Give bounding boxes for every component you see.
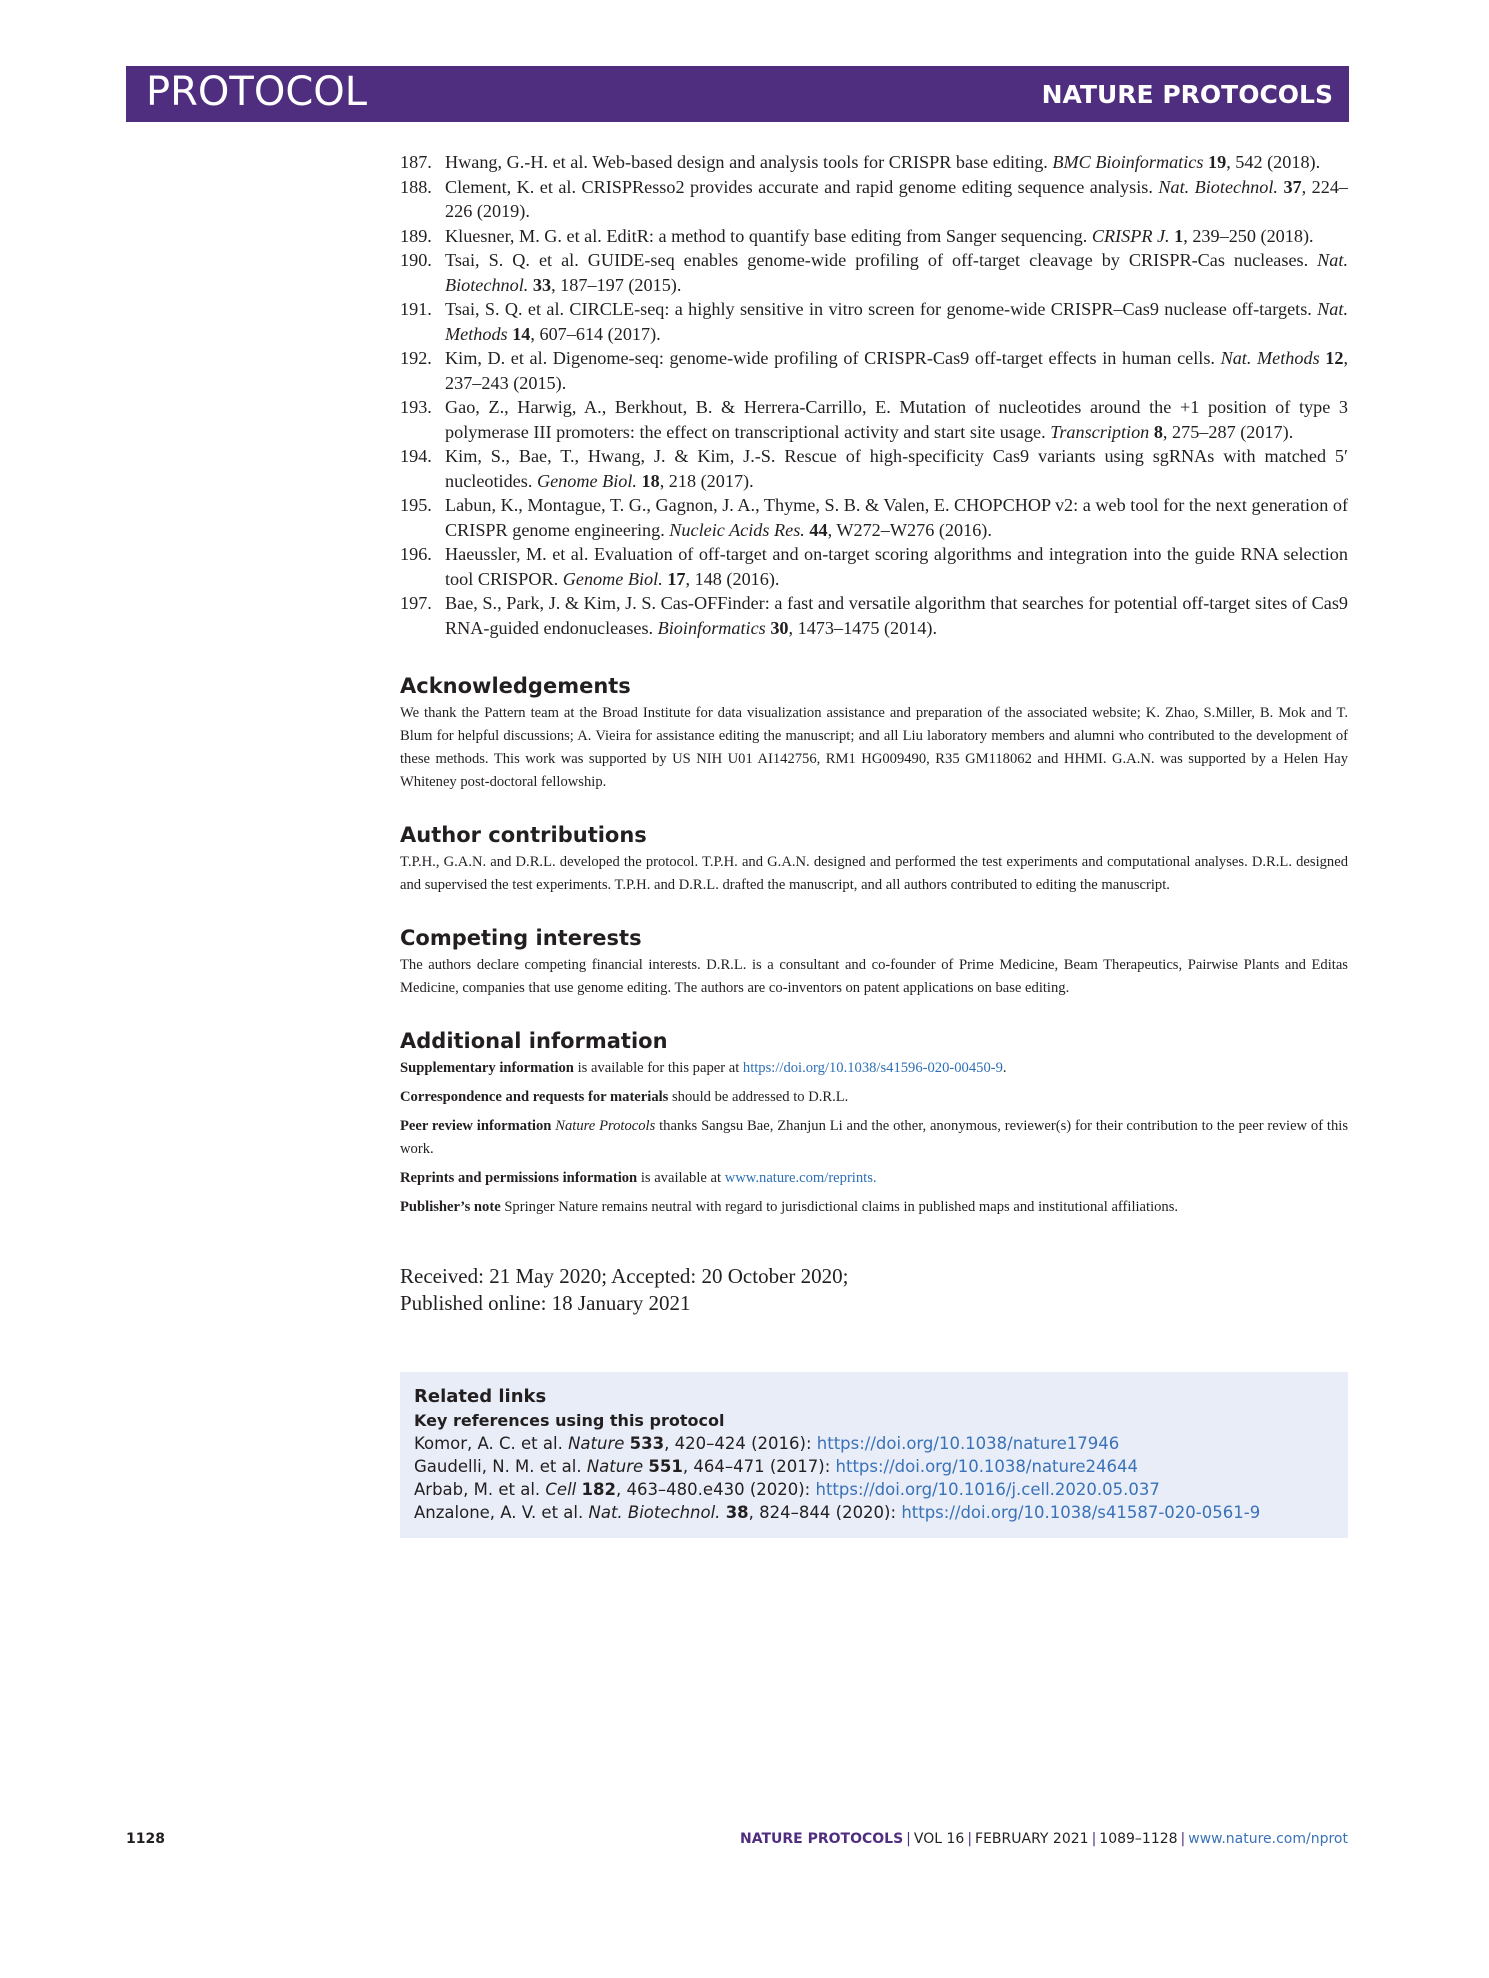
reference-pages: , 218 (2017). xyxy=(659,470,754,491)
related-link-item xyxy=(414,1501,1334,1524)
author-contributions-title: Author contributions xyxy=(400,823,647,847)
footer-date: FEBRUARY 2021 xyxy=(975,1831,1089,1847)
correspondence-info xyxy=(400,1086,1348,1109)
competing-interests-title: Competing interests xyxy=(400,926,642,950)
footer-sep: | xyxy=(906,1831,911,1847)
related-links-list xyxy=(414,1432,1334,1524)
reference-text: Kluesner, M. G. et al. EditR: a method to quantify base editing from Sanger sequencing. xyxy=(445,225,1092,246)
reference-item xyxy=(400,224,1348,249)
corr-label: Correspondence and requests for materials xyxy=(400,1089,669,1105)
related-pages: , 824–844 (2020): xyxy=(748,1503,902,1522)
related-volume: 38 xyxy=(725,1503,749,1522)
reference-journal: Transcription xyxy=(1050,421,1150,442)
supplementary-info xyxy=(400,1057,1348,1080)
reference-item xyxy=(400,346,1348,395)
reference-text: Tsai, S. Q. et al. CIRCLE-seq: a highly sensitive in vitro screen for genome-wide CRISPR–Cas9 nuclease off-targets. xyxy=(445,299,1318,319)
reference-number: 193. xyxy=(400,397,432,417)
footer-url-link[interactable]: www.nature.com/nprot xyxy=(1188,1831,1348,1847)
corr-text: should be addressed to D.R.L. xyxy=(668,1089,849,1105)
supp-label: Supplementary information xyxy=(400,1060,574,1076)
reference-item xyxy=(400,175,1348,224)
reference-journal: Nat. Methods xyxy=(1220,348,1320,368)
received-accepted-date: Received: 21 May 2020; Accepted: 20 October 2020; xyxy=(400,1264,849,1288)
reference-item xyxy=(400,248,1348,297)
section-label: PROTOCOL xyxy=(146,69,368,115)
reference-text: Bae, S., Park, J. & Kim, J. S. Cas-OFFinder: a fast and versatile algorithm that searches for potential off-target sites of Cas9 RNA-guided endonucleases. xyxy=(445,593,1348,638)
reference-item xyxy=(400,150,1348,175)
reference-number: 190. xyxy=(400,250,432,270)
related-authors: Anzalone, A. V. et al. xyxy=(414,1503,589,1522)
related-link-item xyxy=(414,1478,1334,1501)
reference-text: Kim, D. et al. Digenome-seq: genome-wide profiling of CRISPR-Cas9 off-target effects in human cells. xyxy=(445,348,1221,368)
reference-volume: 44 xyxy=(809,519,828,540)
competing-interests-section xyxy=(400,924,1348,1000)
reference-item xyxy=(400,395,1348,444)
footer-pages: 1089–1128 xyxy=(1099,1831,1178,1847)
reference-pages: , 1473–1475 (2014). xyxy=(788,617,938,638)
supp-text: is available for this paper at xyxy=(573,1060,743,1076)
reference-item xyxy=(400,297,1348,346)
reference-pages: , 224–226 (2019). xyxy=(445,176,1349,221)
reference-volume: 30 xyxy=(770,617,789,638)
reference-text: Clement, K. et al. CRISPResso2 provides accurate and rapid genome editing sequence analysis. xyxy=(445,176,1159,197)
acknowledgements-title: Acknowledgements xyxy=(400,674,631,698)
related-pages: , 463–480.e430 (2020): xyxy=(615,1480,816,1499)
reference-volume: 33 xyxy=(532,274,552,295)
related-links-box xyxy=(400,1372,1348,1538)
reference-volume: 12 xyxy=(1325,348,1344,368)
reference-volume: 18 xyxy=(641,470,660,491)
pub-label: Publisher’s note xyxy=(400,1199,501,1215)
reference-journal: BMC Bioinformatics xyxy=(1052,152,1204,172)
peer-text: thanks Sangsu Bae, Zhanjun Li and the other, anonymous, reviewer(s) for their contribution to the peer review of this work. xyxy=(400,1118,1348,1157)
reference-journal: Genome Biol. xyxy=(562,568,663,589)
main-content xyxy=(400,150,1348,1538)
reference-volume: 17 xyxy=(667,568,686,589)
reference-volume: 37 xyxy=(1283,176,1302,197)
reference-text: Kim, S., Bae, T., Hwang, J. & Kim, J.-S. Rescue of high-specificity Cas9 variants using sgRNAs with matched 5′ nucleotides. xyxy=(445,446,1348,491)
related-authors: Arbab, M. et al. xyxy=(414,1480,546,1499)
journal-label: NATURE PROTOCOLS xyxy=(1041,80,1333,109)
footer-sep: | xyxy=(1091,1831,1097,1847)
author-contributions-body: T.P.H., G.A.N. and D.R.L. developed the protocol. T.P.H. and G.A.N. designed and performed the test experiments and computational analyses. D.R.L. designed and supervised the test experiments. T.P.H. and D.R.L. drafted the manuscript, and all authors contributed to editing the manuscript. xyxy=(400,854,1348,893)
reference-journal: Nat. Biotechnol. xyxy=(1158,176,1278,197)
competing-interests-body: The authors declare competing financial interests. D.R.L. is a consultant and co-founder of Prime Medicine, Beam Therapeutics, Pairwise Plants and Editas Medicine, companies that use genome editing. The authors are co-inventors on patent applications on base editing. xyxy=(400,957,1348,996)
reference-number: 189. xyxy=(400,225,432,246)
reference-number: 194. xyxy=(400,446,432,466)
related-link-item xyxy=(414,1432,1334,1455)
reference-text: Labun, K., Montague, T. G., Gagnon, J. A., Thyme, S. B. & Valen, E. CHOPCHOP v2: a web tool for the next generation of CRISPR genome engineering. xyxy=(445,495,1348,540)
reference-volume: 14 xyxy=(512,323,531,344)
supplementary-link[interactable]: https://doi.org/10.1038/s41596-020-00450-9 xyxy=(742,1060,1003,1076)
reference-item xyxy=(400,542,1348,591)
reference-text: Haeussler, M. et al. Evaluation of off-target and on-target scoring algorithms and integration into the guide RNA selection tool CRISPOR. xyxy=(445,544,1348,589)
reference-item xyxy=(400,493,1348,542)
reference-item xyxy=(400,591,1348,640)
publication-dates xyxy=(400,1263,1348,1317)
publishers-note xyxy=(400,1196,1348,1219)
acknowledgements-body: We thank the Pattern team at the Broad Institute for data visualization assistance and preparation of the associated website; K. Zhao, S.Miller, B. Mok and T. Blum for helpful discussions; A. Vieira for assistance editing the manuscript; and all Liu laboratory members and alumni who contributed to the development of these methods. This work was supported by US NIH U01 AI142756, RM1 HG009490, R35 GM118062 and HHMI. G.A.N. was supported by a Helen Hay Whiteney post-doctoral fellowship. xyxy=(400,705,1348,790)
reference-number: 191. xyxy=(400,299,432,319)
reference-pages: , 187–197 (2015). xyxy=(551,274,682,295)
related-pages: , 464–471 (2017): xyxy=(682,1457,836,1476)
reference-pages: , 148 (2016). xyxy=(685,568,780,589)
reference-volume: 19 xyxy=(1208,152,1227,172)
reference-pages: , W272–W276 (2016). xyxy=(827,519,992,540)
reference-journal: Nat. Methods xyxy=(445,299,1348,344)
footer-sep: | xyxy=(1180,1831,1186,1847)
related-doi-link[interactable]: https://doi.org/10.1016/j.cell.2020.05.037 xyxy=(815,1480,1160,1499)
related-link-item xyxy=(414,1455,1334,1478)
related-journal: Nat. Biotechnol. xyxy=(588,1503,721,1522)
footer-journal: NATURE PROTOCOLS xyxy=(739,1831,904,1847)
reference-number: 196. xyxy=(400,544,432,564)
related-doi-link[interactable]: https://doi.org/10.1038/s41587-020-0561-9 xyxy=(901,1503,1261,1522)
related-doi-link[interactable]: https://doi.org/10.1038/nature24644 xyxy=(835,1457,1139,1476)
related-authors: Komor, A. C. et al. xyxy=(414,1434,569,1453)
reference-pages: , 607–614 (2017). xyxy=(530,323,661,344)
reference-number: 187. xyxy=(400,152,432,172)
published-online-date: Published online: 18 January 2021 xyxy=(400,1291,691,1315)
footer-sep: | xyxy=(967,1831,973,1847)
peer-journal: Nature Protocols xyxy=(555,1118,656,1134)
reference-journal: Bioinformatics xyxy=(657,617,766,638)
reprints-link[interactable]: www.nature.com/reprints. xyxy=(724,1170,877,1186)
reference-text: Tsai, S. Q. et al. GUIDE-seq enables genome-wide profiling of off-target cleavage by CRISPR-Cas nucleases. xyxy=(445,250,1318,270)
reference-pages: , 275–287 (2017). xyxy=(1162,421,1294,442)
reference-number: 192. xyxy=(400,348,432,368)
reprints-label: Reprints and permissions information xyxy=(400,1170,638,1186)
reprints-info xyxy=(400,1167,1348,1190)
additional-information-section xyxy=(400,1027,1348,1219)
reference-volume: 8 xyxy=(1153,421,1163,442)
acknowledgements-section xyxy=(400,672,1348,794)
reference-journal: Nucleic Acids Res. xyxy=(669,519,805,540)
related-links-title: Related links xyxy=(414,1386,547,1407)
page-number: 1128 xyxy=(126,1831,165,1847)
reference-journal: CRISPR J. xyxy=(1091,225,1170,246)
reference-volume: 1 xyxy=(1174,225,1184,246)
footer-vol: VOL 16 xyxy=(913,1831,965,1847)
reprints-text: is available at xyxy=(637,1170,725,1186)
reference-number: 188. xyxy=(400,176,432,197)
peer-label: Peer review information xyxy=(400,1118,552,1134)
related-volume: 551 xyxy=(648,1457,683,1476)
related-pages: , 420–424 (2016): xyxy=(664,1434,817,1453)
supp-end: . xyxy=(1002,1060,1007,1076)
reference-number: 197. xyxy=(400,593,432,613)
pub-text: Springer Nature remains neutral with regard to jurisdictional claims in published maps and institutional affiliations. xyxy=(500,1199,1179,1215)
reference-item xyxy=(400,444,1348,493)
related-links-subtitle: Key references using this protocol xyxy=(414,1411,725,1430)
reference-journal: Nat. Biotechnol. xyxy=(445,250,1348,295)
header-banner xyxy=(126,66,1349,122)
reference-text: Hwang, G.-H. et al. Web-based design and analysis tools for CRISPR base editing. xyxy=(445,152,1053,172)
reference-pages: , 239–250 (2018). xyxy=(1183,225,1314,246)
reference-pages: , 542 (2018). xyxy=(1226,152,1321,172)
related-journal: Cell xyxy=(545,1480,577,1499)
author-contributions-section xyxy=(400,821,1348,897)
reference-pages: , 237–243 (2015). xyxy=(445,348,1349,393)
related-doi-link[interactable]: https://doi.org/10.1038/nature17946 xyxy=(816,1434,1120,1453)
reference-list xyxy=(400,150,1348,640)
additional-information-title: Additional information xyxy=(400,1029,668,1053)
footer-citation xyxy=(740,1831,1348,1847)
related-authors: Gaudelli, N. M. et al. xyxy=(414,1457,587,1476)
reference-text: Gao, Z., Harwig, A., Berkhout, B. & Herrera-Carrillo, E. Mutation of nucleotides around the +1 position of type 3 polymerase III promoters: the effect on transcriptional activity and start site usage. xyxy=(445,397,1348,442)
reference-number: 195. xyxy=(400,495,432,515)
related-journal: Nature xyxy=(586,1457,644,1476)
peer-review-info xyxy=(400,1115,1348,1161)
reference-journal: Genome Biol. xyxy=(536,470,637,491)
related-journal: Nature xyxy=(568,1434,625,1453)
related-volume: 182 xyxy=(581,1480,616,1499)
related-volume: 533 xyxy=(629,1434,665,1453)
